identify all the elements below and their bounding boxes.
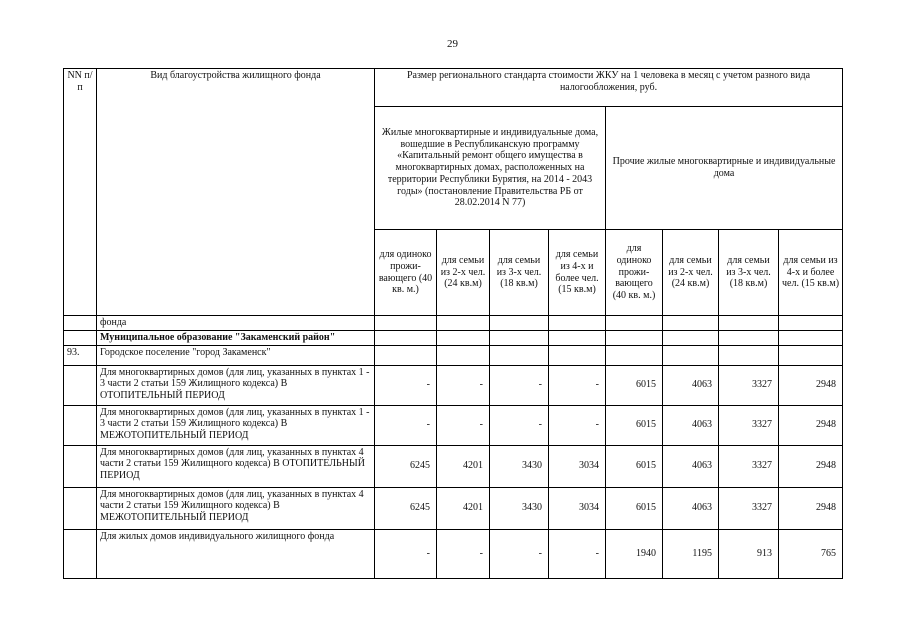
cell-value: - [437, 405, 490, 445]
table-row [64, 345, 843, 365]
cell-value: 1195 [663, 529, 719, 578]
cell-value: - [549, 529, 606, 578]
header-group-capital-repair: Жилые многоквартирные и индивидуальные дома, вошедшие в Республиканскую программу «Капитальный ремонт общего имущества в многоквартирных домах, расположенных на территории Республики Бурятия, на 2014 - 2043 годы» (постановление Правительства РБ от 28.02.2014 N 77) [375, 107, 606, 230]
cell-value: 3327 [719, 405, 779, 445]
subheader-family-3: для семьи из 3-х чел. (18 кв.м) [719, 230, 779, 316]
cell-value: 3327 [719, 445, 779, 487]
table-row [64, 445, 843, 487]
table-row [64, 529, 843, 578]
row-label-fond: фонда [97, 316, 375, 331]
subheader-single: для одиноко прожи- вающего (40 кв. м.) [606, 230, 663, 316]
cell-value: - [490, 365, 549, 405]
cell-value: - [375, 529, 437, 578]
cell-value: - [437, 365, 490, 405]
table-row [64, 365, 843, 405]
cell-value: - [490, 405, 549, 445]
cell-value: - [375, 365, 437, 405]
header-nn: NN п/п [64, 69, 97, 316]
cell-value: 3327 [719, 487, 779, 529]
header-standard-size: Размер регионального стандарта стоимости ЖКУ на 1 человека в месяц с учетом разного вида налогообложения, руб. [375, 69, 843, 107]
header-row-1 [64, 69, 843, 107]
cell-value: 3430 [490, 445, 549, 487]
cell-value: 4063 [663, 405, 719, 445]
row-label: Для многоквартирных домов (для лиц, указанных в пунктах 4 части 2 статьи 159 Жилищного кодекса) В МЕЖОТОПИТЕЛЬНЫЙ ПЕРИОД [97, 487, 375, 529]
row-number: 93. [64, 345, 97, 365]
header-group-other-houses: Прочие жилые многоквартирные и индивидуальные дома [606, 107, 843, 230]
cell-value: 765 [779, 529, 843, 578]
cell-value: 4201 [437, 445, 490, 487]
row-label: Для многоквартирных домов (для лиц, указанных в пунктах 1 - 3 части 2 статьи 159 Жилищного кодекса) В МЕЖОТОПИТЕЛЬНЫЙ ПЕРИОД [97, 405, 375, 445]
municipality-title: Муниципальное образование "Закаменский район" [97, 330, 375, 345]
cell-value: 6245 [375, 445, 437, 487]
cell-value: 4063 [663, 365, 719, 405]
cell-value: 6015 [606, 405, 663, 445]
cell-value: 3034 [549, 487, 606, 529]
table-row [64, 487, 843, 529]
cell-value: 2948 [779, 487, 843, 529]
cell-value: - [549, 405, 606, 445]
cost-standard-table [63, 68, 843, 579]
table-row [64, 330, 843, 345]
table-row [64, 316, 843, 331]
row-label: Для многоквартирных домов (для лиц, указанных в пунктах 4 части 2 статьи 159 Жилищного кодекса) В ОТОПИТЕЛЬНЫЙ ПЕРИОД [97, 445, 375, 487]
cell-value: 6245 [375, 487, 437, 529]
subheader-family-4plus: для семьи из 4-х и более чел. (15 кв.м) [549, 230, 606, 316]
cell-value: 6015 [606, 487, 663, 529]
cell-value: 3430 [490, 487, 549, 529]
cell-value: 2948 [779, 445, 843, 487]
cell-value: 4063 [663, 445, 719, 487]
cell-value: 6015 [606, 365, 663, 405]
cell-value: 913 [719, 529, 779, 578]
subheader-family-2: для семьи из 2-х чел. (24 кв.м) [437, 230, 490, 316]
row-label: Для жилых домов индивидуального жилищного фонда [97, 529, 375, 578]
page-number: 29 [447, 38, 458, 50]
table-row [64, 405, 843, 445]
settlement-title: Городское поселение "город Закаменск" [97, 345, 375, 365]
cell-value: - [375, 405, 437, 445]
cell-value: - [437, 529, 490, 578]
subheader-family-3: для семьи из 3-х чел. (18 кв.м) [490, 230, 549, 316]
cell-value: - [549, 365, 606, 405]
cell-value: 3327 [719, 365, 779, 405]
header-housing-type: Вид благоустройства жилищного фонда [97, 69, 375, 316]
cell-value: 2948 [779, 405, 843, 445]
cell-value: 4063 [663, 487, 719, 529]
subheader-single: для одиноко прожи- вающего (40 кв. м.) [375, 230, 437, 316]
cell-value: - [490, 529, 549, 578]
cell-value: 3034 [549, 445, 606, 487]
cell-value: 2948 [779, 365, 843, 405]
cell-value: 6015 [606, 445, 663, 487]
subheader-family-4plus: для семьи из 4-х и более чел. (15 кв.м) [779, 230, 843, 316]
cell-value: 4201 [437, 487, 490, 529]
subheader-family-2: для семьи из 2-х чел. (24 кв.м) [663, 230, 719, 316]
cell-value: 1940 [606, 529, 663, 578]
row-label: Для многоквартирных домов (для лиц, указанных в пунктах 1 - 3 части 2 статьи 159 Жилищного кодекса) В ОТОПИТЕЛЬНЫЙ ПЕРИОД [97, 365, 375, 405]
